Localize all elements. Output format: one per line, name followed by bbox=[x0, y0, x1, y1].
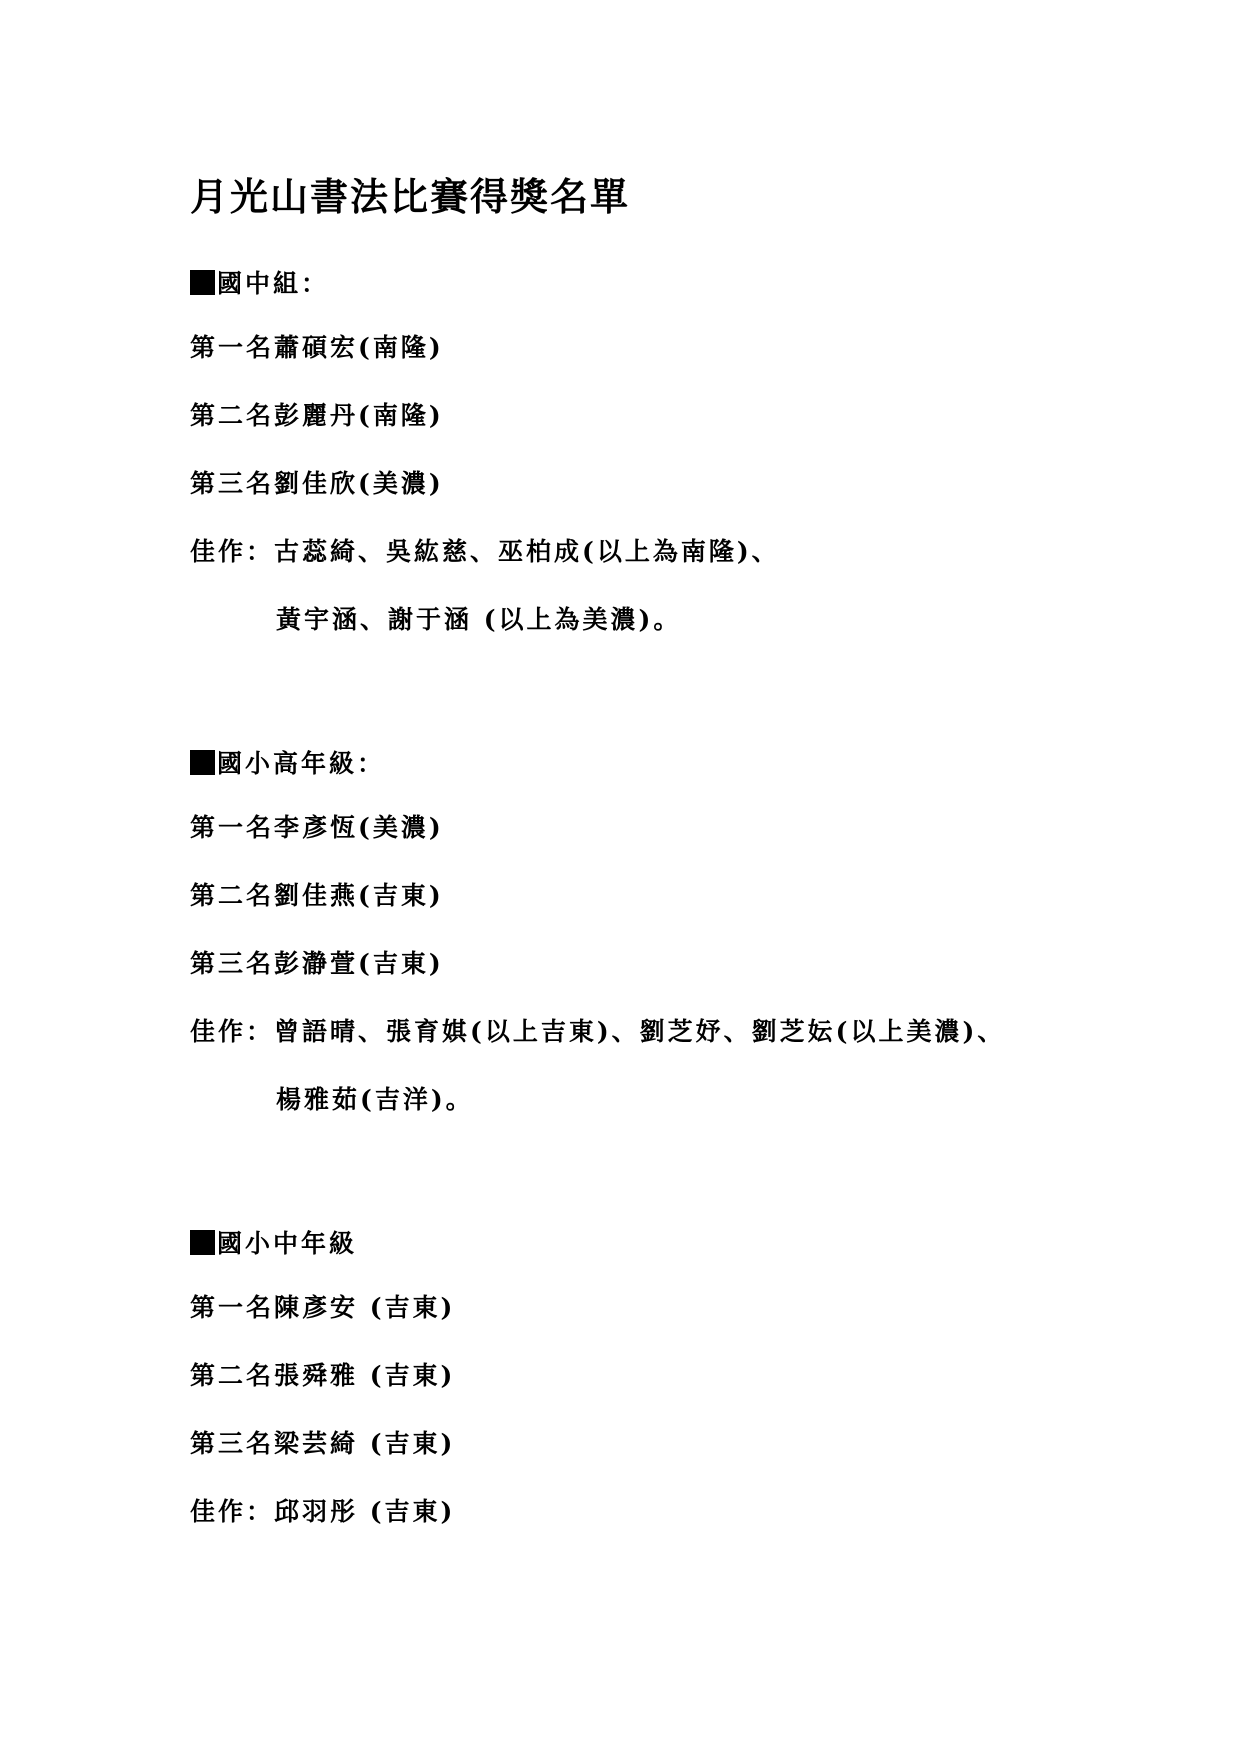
section-heading-junior-high bbox=[190, 268, 329, 300]
award-line: 第一名蕭碩宏(南隆) bbox=[190, 333, 444, 362]
section-heading-text: 國小中年級 bbox=[217, 1229, 358, 1258]
document-title: 月光山書法比賽得獎名單 bbox=[190, 174, 631, 219]
honorable-mention-line: 佳作：古蕊綺、吳紘慈、巫柏成(以上為南隆)、 bbox=[190, 537, 780, 566]
section-heading-middle-elementary bbox=[190, 1228, 357, 1260]
award-line: 第一名陳彥安 (吉東) bbox=[190, 1293, 456, 1322]
section-heading-senior-elementary bbox=[190, 748, 385, 780]
award-line: 第二名彭麗丹(南隆) bbox=[190, 401, 444, 430]
award-line: 第三名劉佳欣(美濃) bbox=[190, 469, 444, 498]
section-heading-text: 國中組： bbox=[217, 269, 330, 298]
honorable-mention-continuation: 楊雅茹(吉洋)。 bbox=[276, 1085, 474, 1114]
honorable-mention-line: 佳作：邱羽彤 (吉東) bbox=[190, 1497, 456, 1526]
award-line: 第三名彭瀞萱(吉東) bbox=[190, 949, 444, 978]
award-line: 第三名梁芸綺 (吉東) bbox=[190, 1429, 456, 1458]
black-square-icon bbox=[190, 270, 215, 295]
black-square-icon bbox=[190, 1230, 215, 1255]
honorable-mention-continuation: 黃宇涵、謝于涵 (以上為美濃)。 bbox=[276, 605, 682, 634]
award-line: 第二名劉佳燕(吉東) bbox=[190, 881, 444, 910]
black-square-icon bbox=[190, 750, 215, 775]
award-line: 第二名張舜雅 (吉東) bbox=[190, 1361, 456, 1390]
section-heading-text: 國小高年級： bbox=[217, 749, 386, 778]
honorable-mention-line: 佳作：曾語晴、張育娸(以上吉東)、劉芝妤、劉芝妘(以上美濃)、 bbox=[190, 1017, 1006, 1046]
award-line: 第一名李彥恆(美濃) bbox=[190, 813, 444, 842]
